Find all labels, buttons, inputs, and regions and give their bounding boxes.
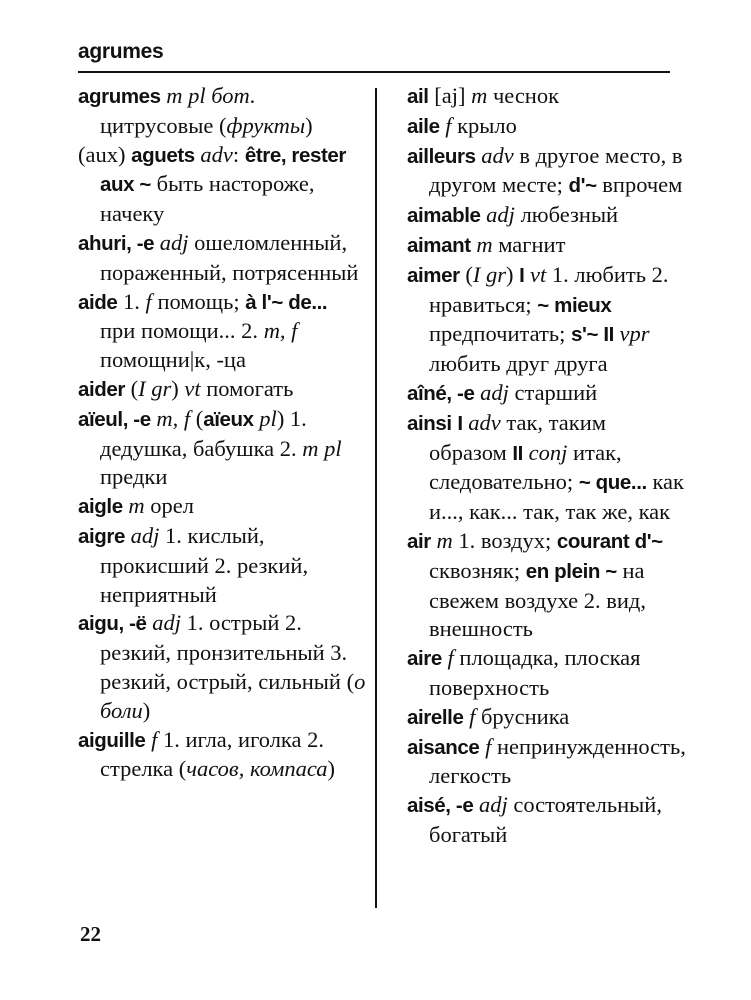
entry-grammar-label: m	[436, 527, 453, 553]
entry-phrase: d'~	[568, 174, 597, 198]
dictionary-entry	[407, 791, 689, 850]
entry-headword: ailleurs	[407, 144, 476, 168]
dictionary-entry	[407, 82, 689, 112]
entry-phrase: aïeux	[203, 407, 254, 431]
entry-headword: ail	[407, 85, 429, 108]
entry-text: итак, следовательно;	[429, 439, 622, 495]
entry-text: брусника	[475, 703, 570, 729]
entry-text: быть настороже, начеку	[100, 171, 315, 227]
entry-headword: aisé, -e	[407, 794, 474, 818]
entry-grammar-label: adv	[481, 142, 514, 168]
entry-headword: aguets	[131, 143, 195, 167]
entry-text: ошеломленный, пораженный, потрясенный	[100, 229, 359, 285]
entry-text: цитрусовые (	[100, 112, 227, 138]
entry-grammar-label: adj	[152, 610, 181, 636]
entry-text: помощь;	[151, 288, 246, 314]
entry-text: помогать	[200, 375, 294, 401]
entry-text: предпочитать;	[429, 321, 571, 347]
entry-grammar-label: f	[145, 288, 152, 314]
entry-headword: aile	[407, 114, 440, 138]
entry-headword: aimable	[407, 204, 481, 228]
entry-grammar-label: фрукты	[226, 112, 306, 138]
dictionary-entry	[78, 405, 368, 492]
entry-text: любить друг друга	[429, 351, 608, 377]
entry-text: 1. воздух;	[452, 527, 557, 553]
column-divider	[375, 88, 377, 908]
entry-phrase: I	[457, 411, 463, 435]
entry-text: предки	[100, 464, 168, 490]
entry-grammar-label: I gr	[138, 375, 172, 401]
entry-grammar-label: adv	[200, 141, 233, 167]
entry-grammar-label: f	[151, 726, 158, 752]
dictionary-entry	[78, 82, 368, 141]
dictionary-entry	[78, 492, 368, 522]
entry-headword: aigre	[78, 524, 125, 548]
entry-phrase: à l'~ de...	[245, 290, 328, 314]
entry-headword: aïeul, -e	[78, 407, 151, 431]
entry-phrase: courant d'~	[556, 529, 663, 553]
dictionary-entry	[78, 726, 368, 785]
entry-grammar-label: f	[447, 645, 454, 671]
entry-text: (aux)	[78, 141, 132, 167]
entry-text: при помощи... 2.	[100, 318, 264, 344]
entry-headword: aisance	[407, 735, 480, 759]
entry-headword: aîné, -e	[407, 381, 475, 405]
entry-text: (	[459, 261, 473, 287]
running-head: agrumes	[78, 40, 164, 63]
right-column	[407, 82, 689, 850]
entry-grammar-label: I gr	[472, 261, 506, 287]
entry-phrase: I	[519, 263, 525, 287]
entry-headword: air	[407, 529, 431, 553]
entry-grammar-label: vt	[530, 261, 547, 287]
entry-grammar-label: adj	[480, 379, 509, 405]
entry-grammar-label: m	[471, 83, 488, 108]
entry-text: [aj]	[428, 83, 472, 108]
entry-text: старший	[508, 379, 598, 405]
entry-headword: aimant	[407, 233, 471, 257]
entry-text: в другое место, в другом месте;	[429, 142, 683, 198]
dictionary-entry	[407, 261, 689, 379]
entry-headword: aide	[78, 290, 118, 314]
entry-text: ) 1. дедушка, бабушка 2.	[100, 405, 307, 461]
entry-grammar-label: conj	[528, 439, 568, 465]
entry-text: )	[505, 261, 520, 287]
dictionary-entry	[407, 733, 689, 792]
dictionary-entry	[78, 375, 368, 405]
entry-text: 1.	[117, 288, 146, 314]
entry-grammar-label: adv	[468, 409, 501, 435]
dictionary-entry	[78, 141, 368, 229]
entry-text: 1. острый 2. резкий, пронзительный 3. резкий, острый, сильный (	[100, 610, 355, 694]
dictionary-entry	[407, 703, 689, 733]
entry-phrase: être, rester aux ~	[100, 143, 346, 197]
entry-grammar-label: pl	[259, 405, 277, 431]
entry-grammar-label: часов, компаса	[186, 756, 328, 782]
entry-grammar-label: m	[476, 231, 493, 257]
dictionary-entry	[407, 527, 689, 644]
entry-text: площадка, плоская поверхность	[429, 645, 641, 700]
entry-text: )	[305, 112, 313, 138]
dictionary-entry	[78, 522, 368, 609]
entry-text: 1. любить 2. нравиться;	[429, 261, 669, 317]
dictionary-entry	[407, 409, 689, 527]
dictionary-entry	[78, 288, 368, 375]
entry-text: 1. игла, иголка 2. стрелка (	[100, 726, 325, 782]
header-rule	[78, 71, 670, 73]
dictionary-entry	[407, 112, 689, 142]
entry-headword: aiguille	[78, 728, 146, 752]
entry-headword: airelle	[407, 705, 464, 729]
entry-headword: ahuri, -e	[78, 231, 155, 255]
entry-text: 1. кислый, прокисший 2. резкий, неприятный	[100, 522, 309, 607]
entry-grammar-label: adj	[130, 522, 160, 548]
entry-phrase: ~ que...	[578, 471, 647, 495]
dictionary-entry	[407, 379, 689, 409]
dictionary-entry	[407, 231, 689, 261]
entry-headword: aire	[407, 647, 442, 671]
entry-phrase: II	[512, 441, 523, 465]
entry-grammar-label: m, f	[156, 405, 191, 431]
entry-headword: aigu, -ë	[78, 612, 147, 636]
entry-text: орел	[144, 493, 194, 519]
dictionary-entry	[78, 229, 368, 288]
entry-text: непринужденность, легкость	[429, 733, 686, 789]
entry-headword: aimer	[407, 263, 460, 287]
entry-grammar-label: adj	[159, 229, 189, 255]
entry-text: )	[327, 756, 336, 782]
entry-phrase: s'~ II	[570, 323, 614, 347]
entry-text: (	[125, 375, 139, 401]
entry-text: впрочем	[596, 172, 683, 198]
entry-text: чеснок	[487, 83, 560, 108]
entry-grammar-label: о боли	[100, 668, 366, 723]
dictionary-entry	[407, 644, 689, 703]
entry-phrase: ~ mieux	[537, 293, 612, 317]
entry-grammar-label: f	[485, 733, 492, 759]
entry-text: (	[190, 405, 204, 431]
entry-headword: agrumes	[78, 85, 161, 108]
dictionary-entry	[78, 609, 368, 725]
entry-text: как и..., как... так, так же, как	[429, 469, 684, 525]
page-number: 22	[80, 922, 101, 946]
left-column	[78, 82, 368, 784]
entry-text: так, таким образом	[429, 409, 606, 465]
entry-grammar-label: m pl	[302, 435, 342, 461]
entry-text: )	[142, 697, 151, 723]
entry-grammar-label: adj	[486, 202, 515, 228]
dictionary-entry	[407, 201, 689, 231]
entry-grammar-label: m, f	[263, 318, 298, 344]
entry-grammar-label: adj	[478, 792, 508, 818]
dictionary-entry	[407, 142, 689, 202]
entry-grammar-label: m	[128, 493, 145, 519]
entry-text: состоятельный, богатый	[429, 792, 662, 847]
entry-grammar-label: f	[469, 703, 476, 729]
entry-text: :	[232, 141, 245, 167]
entry-text: любезный	[514, 202, 619, 228]
entry-grammar-label: vpr	[619, 321, 650, 347]
entry-grammar-label: vt	[184, 375, 201, 401]
entry-headword: aigle	[78, 495, 123, 519]
entry-headword: aider	[78, 377, 125, 401]
entry-headword: ainsi	[407, 411, 452, 435]
entry-text: сквозняк;	[429, 557, 526, 583]
entry-grammar-label: m pl бот.	[166, 83, 256, 108]
entry-text: )	[171, 375, 185, 401]
entry-text: крыло	[451, 112, 517, 138]
entry-text: помощни|к, -ца	[100, 347, 246, 373]
entry-text: магнит	[492, 231, 566, 257]
entry-grammar-label: f	[445, 112, 452, 138]
entry-phrase: en plein ~	[525, 559, 617, 583]
entry-text: на свежем воздухе 2. вид, внешность	[429, 557, 647, 642]
